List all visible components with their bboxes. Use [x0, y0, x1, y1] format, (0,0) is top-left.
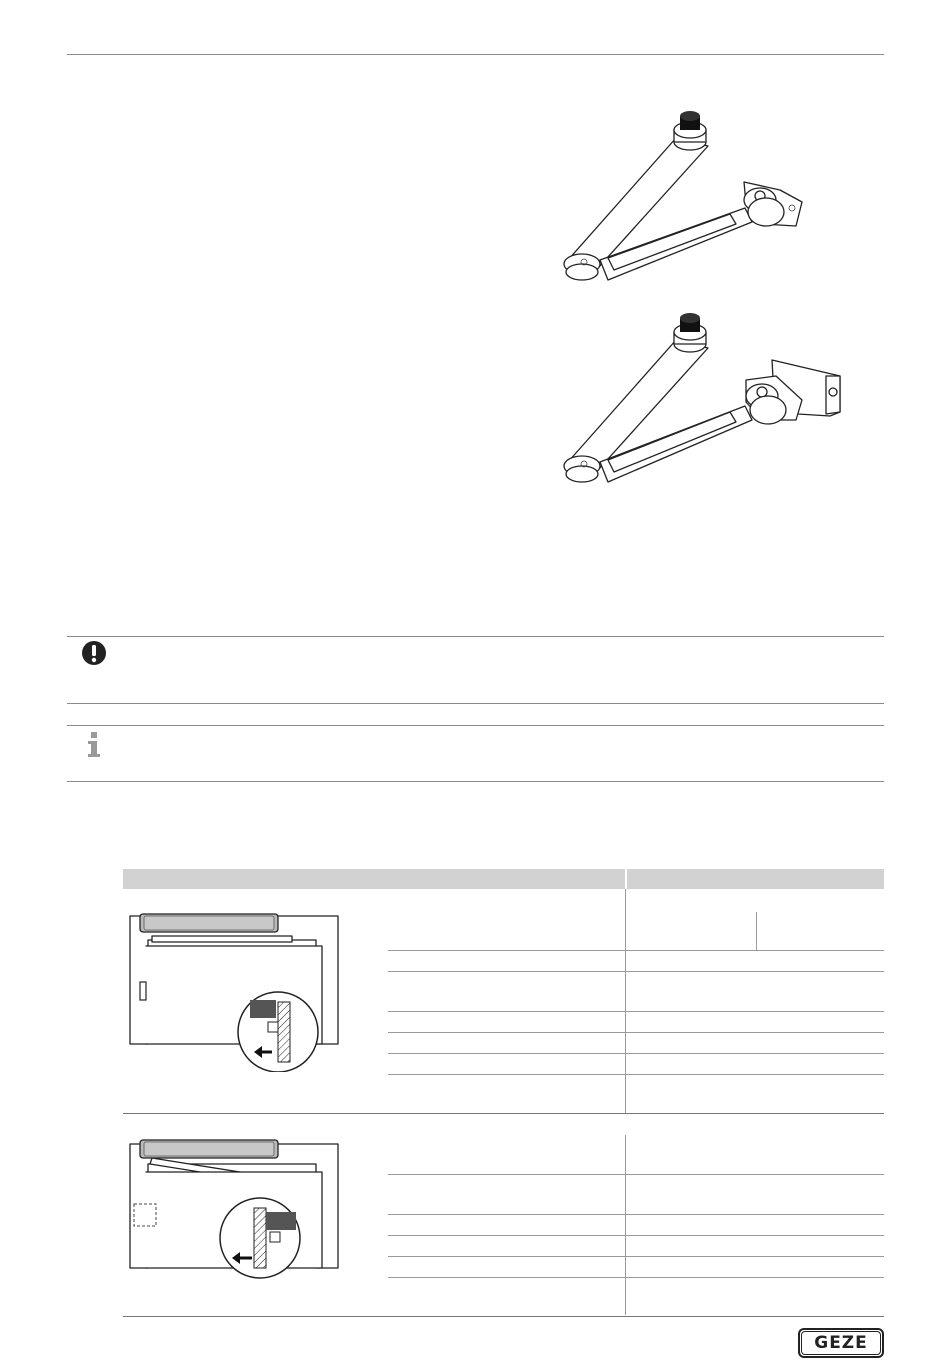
table-col-divider-1 [625, 889, 626, 1113]
door-closer-opposite-hinge-side-diagram [126, 1136, 358, 1296]
table-col-divider-2 [625, 1135, 626, 1315]
exclamation-circle-icon [81, 640, 107, 666]
table-header [123, 869, 884, 889]
table-section-divider [123, 1113, 884, 1114]
info-icon [86, 731, 102, 759]
table-row-line [388, 1235, 884, 1236]
door-closer-hinge-side-diagram [126, 912, 358, 1072]
table-row-line [388, 1214, 884, 1215]
table-row-line [388, 1256, 884, 1257]
table-subcol-divider [756, 912, 757, 950]
info-top-rule [67, 725, 884, 726]
table-row-line [388, 971, 884, 972]
table-row-line [388, 1174, 884, 1175]
table-header-divider [625, 869, 627, 889]
warning-bottom-rule [67, 703, 884, 704]
table-row-line [388, 1074, 884, 1075]
top-rule [67, 54, 884, 55]
table-bottom-rule [123, 1316, 884, 1317]
arm-illustration-1 [540, 108, 830, 298]
table-row-line [388, 1011, 884, 1012]
logo-text: GEZE [814, 1333, 868, 1353]
info-bottom-rule [67, 781, 884, 782]
table-row-line [388, 950, 884, 951]
table-row-line [388, 1053, 884, 1054]
arm-illustration-2 [540, 310, 860, 500]
geze-logo [798, 1328, 884, 1358]
table-row-line [388, 1277, 884, 1278]
table-row-line [388, 1032, 884, 1033]
warning-top-rule [67, 636, 884, 637]
